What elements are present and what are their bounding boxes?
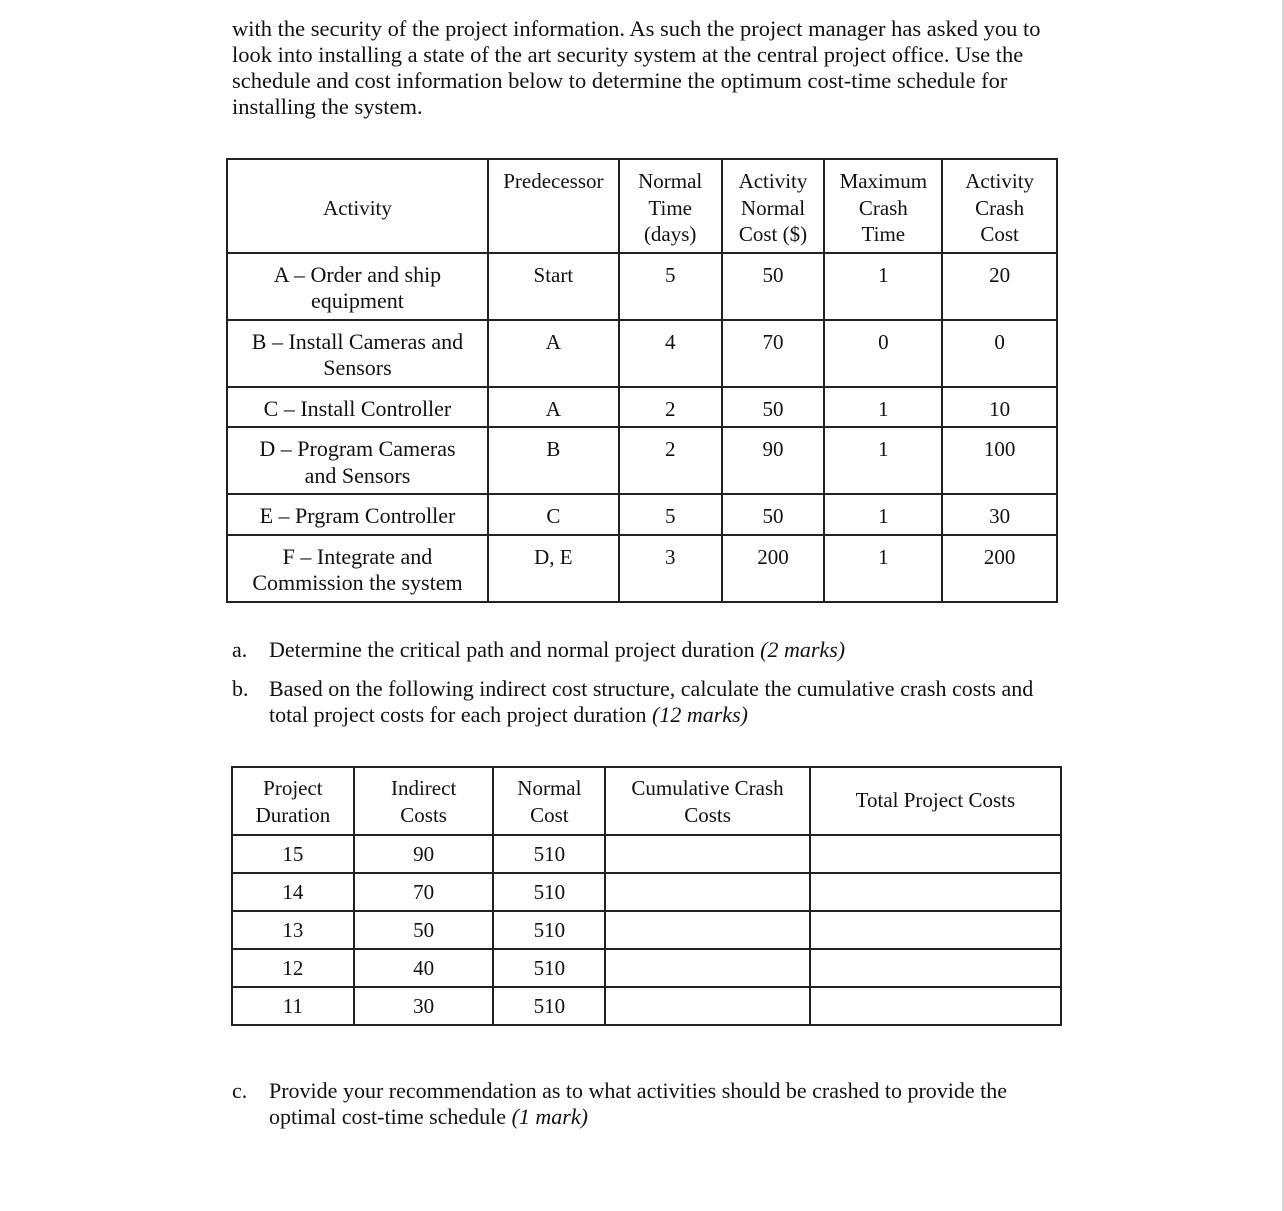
cell-crash-cost: 200: [942, 535, 1057, 602]
cell-total-cost[interactable]: [810, 835, 1061, 873]
cell-cumulative-crash[interactable]: [605, 949, 810, 987]
cell-cumulative-crash[interactable]: [605, 987, 810, 1025]
table-row: [232, 835, 1061, 873]
intro-line: look into installing a state of the art security system at the central project office. Use the: [232, 42, 1024, 67]
cell-total-cost[interactable]: [810, 873, 1061, 911]
question-label: c.: [232, 1078, 248, 1103]
cell-normal-cost: 90: [722, 427, 825, 494]
activity-line: and Sensors: [304, 462, 411, 488]
cell-normal: 510: [493, 835, 605, 873]
table-row: [227, 253, 1057, 320]
cell-duration: 14: [232, 873, 354, 911]
cell-normal-cost: 200: [722, 535, 825, 602]
question-marks: (2 marks): [760, 637, 846, 662]
cell-normal-cost: 50: [722, 494, 825, 535]
cell-cumulative-crash[interactable]: [605, 873, 810, 911]
cell-normal-time: 4: [619, 320, 722, 387]
table-row: [227, 320, 1057, 387]
question-label: b.: [232, 676, 249, 701]
cell-predecessor: B: [488, 427, 619, 494]
header-line: Maximum: [839, 169, 928, 193]
cell-crash-time: 0: [824, 320, 942, 387]
question-text: total project costs for each project duration: [269, 702, 653, 727]
header-crash-cost: [942, 159, 1057, 253]
table-row: [227, 427, 1057, 494]
header-line: Crash: [975, 195, 1025, 220]
question-line: Provide your recommendation as to what activities should be crashed to provide the: [269, 1078, 1008, 1103]
table-row: [227, 387, 1057, 428]
cell-normal-time: 5: [619, 253, 722, 320]
cell-crash-cost: 0: [942, 320, 1057, 387]
header-line: Crash: [858, 195, 908, 220]
cell-activity: [227, 494, 488, 535]
cell-duration: 13: [232, 911, 354, 949]
table-row: [232, 911, 1061, 949]
cell-predecessor: A: [488, 387, 619, 428]
activity-line: D – Program Cameras: [259, 436, 456, 461]
question-line: Based on the following indirect cost structure, calculate the cumulative crash costs and: [269, 676, 1034, 701]
header-line: Activity: [738, 169, 808, 193]
question-a: [232, 637, 845, 663]
cell-predecessor: A: [488, 320, 619, 387]
intro-line: with the security of the project information. As such the project manager has asked you to: [232, 16, 1041, 41]
cell-predecessor: C: [488, 494, 619, 535]
header-activity: Activity: [227, 159, 488, 253]
cell-indirect: 50: [354, 911, 494, 949]
cell-duration: 12: [232, 949, 354, 987]
cell-normal-time: 2: [619, 387, 722, 428]
cell-crash-cost: 100: [942, 427, 1057, 494]
question-line: [269, 702, 1033, 728]
cell-total-cost[interactable]: [810, 949, 1061, 987]
cell-activity: [227, 535, 488, 602]
cell-indirect: 40: [354, 949, 494, 987]
header-line: Costs: [684, 803, 731, 827]
cell-crash-time: 1: [824, 535, 942, 602]
cell-normal: 510: [493, 987, 605, 1025]
activity-line: F – Integrate and: [282, 543, 433, 569]
cell-normal-cost: 50: [722, 387, 825, 428]
header-line: Duration: [255, 803, 331, 827]
cell-total-cost[interactable]: [810, 987, 1061, 1025]
header-line: Costs: [400, 803, 447, 827]
cell-total-cost[interactable]: [810, 911, 1061, 949]
activity-line: Sensors: [323, 355, 392, 380]
cell-activity: [227, 387, 488, 428]
question-c: [232, 1078, 1007, 1130]
question-label: a.: [232, 637, 248, 662]
header-line: Project: [263, 776, 323, 800]
question-text: Determine the critical path and normal project duration: [269, 637, 761, 662]
table-row: [227, 535, 1057, 602]
question-b: [232, 676, 1033, 728]
header-predecessor: Predecessor: [488, 159, 619, 253]
header-line: Cost: [530, 803, 569, 827]
cost-table: [231, 766, 1062, 1026]
header-normal-time: [619, 159, 722, 253]
activity-table: [226, 158, 1058, 603]
header-line: Normal: [638, 169, 703, 193]
cell-predecessor: D, E: [488, 535, 619, 602]
cell-indirect: 70: [354, 873, 494, 911]
question-text: optimal cost-time schedule: [269, 1104, 512, 1129]
cell-cumulative-crash[interactable]: [605, 911, 810, 949]
cell-duration: 15: [232, 835, 354, 873]
question-line: [269, 637, 845, 663]
activity-line: A – Order and ship: [273, 261, 442, 287]
activity-line: C – Install Controller: [263, 395, 452, 421]
table-header-row: [227, 159, 1057, 253]
activity-line: B – Install Cameras and: [251, 328, 464, 354]
cell-cumulative-crash[interactable]: [605, 835, 810, 873]
question-marks: (12 marks): [652, 702, 748, 727]
question-line: [269, 1104, 1007, 1130]
header-line: Normal: [517, 776, 582, 800]
cell-crash-cost: 30: [942, 494, 1057, 535]
cell-normal: 510: [493, 911, 605, 949]
cell-normal-time: 2: [619, 427, 722, 494]
header-total-project-costs: Total Project Costs: [810, 767, 1061, 835]
intro-paragraph: [232, 16, 1072, 120]
header-project-duration: [232, 767, 354, 835]
header-line: Normal: [740, 195, 806, 220]
activity-line: Commission the system: [252, 570, 463, 595]
cell-indirect: 30: [354, 987, 494, 1025]
cell-activity: [227, 253, 488, 320]
cell-normal-cost: 50: [722, 253, 825, 320]
header-line: Cost ($): [738, 222, 808, 246]
cell-crash-time: 1: [824, 253, 942, 320]
question-marks: (1 mark): [511, 1104, 588, 1129]
header-crash-time: [824, 159, 942, 253]
cell-normal: 510: [493, 949, 605, 987]
activity-line: equipment: [311, 288, 404, 313]
intro-line: schedule and cost information below to determine the optimum cost-time schedule for: [232, 68, 1008, 93]
table-header-row: [232, 767, 1061, 835]
cell-normal-cost: 70: [722, 320, 825, 387]
header-indirect-costs: [354, 767, 494, 835]
header-line: (days): [643, 222, 697, 246]
activity-line: E – Prgram Controller: [259, 503, 456, 528]
table-row: [227, 494, 1057, 535]
header-line: Time: [648, 195, 692, 220]
header-normal-cost: [722, 159, 825, 253]
table-row: [232, 987, 1061, 1025]
intro-line: installing the system.: [232, 94, 423, 119]
header-line: Activity: [965, 169, 1035, 193]
cell-normal-time: 5: [619, 494, 722, 535]
cell-crash-time: 1: [824, 387, 942, 428]
cell-crash-time: 1: [824, 427, 942, 494]
header-line: Cost: [980, 222, 1019, 246]
table-row: [232, 873, 1061, 911]
cell-normal-time: 3: [619, 535, 722, 602]
cell-indirect: 90: [354, 835, 494, 873]
cell-normal: 510: [493, 873, 605, 911]
cell-predecessor: Start: [488, 253, 619, 320]
header-line: Cumulative Crash: [631, 776, 784, 800]
cell-crash-cost: 10: [942, 387, 1057, 428]
header-line: Indirect: [390, 776, 457, 800]
cell-crash-cost: 20: [942, 253, 1057, 320]
header-cumulative-crash-costs: [605, 767, 810, 835]
header-normal-cost: [493, 767, 605, 835]
table-row: [232, 949, 1061, 987]
header-line: Time: [861, 222, 906, 246]
cell-crash-time: 1: [824, 494, 942, 535]
cell-duration: 11: [232, 987, 354, 1025]
cell-activity: [227, 427, 488, 494]
cell-activity: [227, 320, 488, 387]
